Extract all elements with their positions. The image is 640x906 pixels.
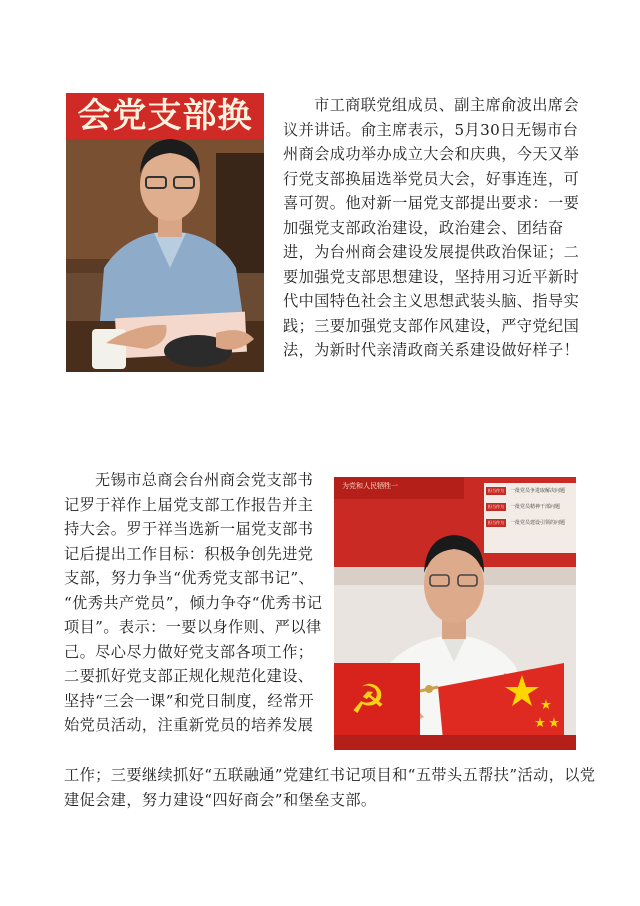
text-line: 项目”。表示：一要以身作则、严以律 <box>64 618 322 636</box>
text-line: 要加强党支部思想建设，坚持用习近平新时 <box>283 267 580 286</box>
board-item: 一批党员精神干部问题 <box>510 504 561 510</box>
text-line: 记后提出工作目标：积极争创先进党 <box>64 544 314 563</box>
text-line: 进，为台州商会建设发展提供政治保证；二 <box>283 243 580 261</box>
text-line: “优秀共产党员”，倾力争夺“优秀书记 <box>64 593 323 612</box>
text-line: 工作；三要继续抓好“五联融通”党建红书记项目和“五带头五帮扶”活动，以党 <box>64 766 596 784</box>
text-line: 加强党支部政治建设，政治建会、团结奋 <box>283 218 564 237</box>
text-line: 法，为新时代亲清政商关系建设做好样子！ <box>283 341 580 359</box>
text-line: 己。尽心尽力做好党支部各项工作； <box>64 642 314 661</box>
paragraph-1 <box>283 93 583 363</box>
text-line: 持大会。罗于祥当选新一届党支部书 <box>64 520 314 538</box>
text-line: 建促会建，努力建设“四好商会”和堡垒支部。 <box>64 790 377 809</box>
text-line: 无锡市总商会台州商会党支部书 <box>95 471 314 489</box>
text-line: 支部，努力争当“优秀党支部书记”、 <box>64 569 315 587</box>
text-line: 始党员活动，注重新党员的培养发展 <box>64 716 314 734</box>
chairman-photo <box>334 477 576 750</box>
text-line: 议并讲话。俞主席表示，5月30日无锡市台 <box>283 120 579 139</box>
board-item: 一批党员建设引领的问题 <box>510 520 566 526</box>
text-line: 喜可贺。他对新一届党支部提出要求：一要 <box>283 194 580 212</box>
banner-text: 为党和人民牺牲一 <box>342 482 398 490</box>
text-line: 二要抓好党支部正规化规范化建设、 <box>64 667 314 685</box>
text-line: 坚持“三会一课”和党日制度，经常开 <box>64 691 315 710</box>
svg-text:☭: ☭ <box>350 677 386 723</box>
speaker-photo <box>66 93 264 372</box>
paragraph-2-continued <box>64 763 596 812</box>
text-line: 行党支部换届选举党员大会，好事连连，可 <box>283 169 580 188</box>
chairman-photo-image <box>334 477 576 750</box>
board-item: 一批党员争进取解决问题 <box>510 488 566 494</box>
text-line: 记罗于祥作上届党支部工作报告并主 <box>64 495 314 514</box>
board-tag-label: 担当作为 <box>488 520 504 525</box>
board-tag-label: 担当作为 <box>488 488 504 493</box>
paragraph-2 <box>64 468 326 738</box>
text-line: 践；三要加强党支部作风建设，严守党纪国 <box>283 316 580 335</box>
text-line: 市工商联党组成员、副主席俞波出席会 <box>314 96 579 114</box>
text-line: 州商会成功举办成立大会和庆典，今天又举 <box>283 145 580 163</box>
board-tag-label: 担当作为 <box>488 504 504 509</box>
text-line: 代中国特色社会主义思想武装头脑、指导实 <box>283 292 580 310</box>
banner-text: 会党支部换 <box>77 96 253 136</box>
